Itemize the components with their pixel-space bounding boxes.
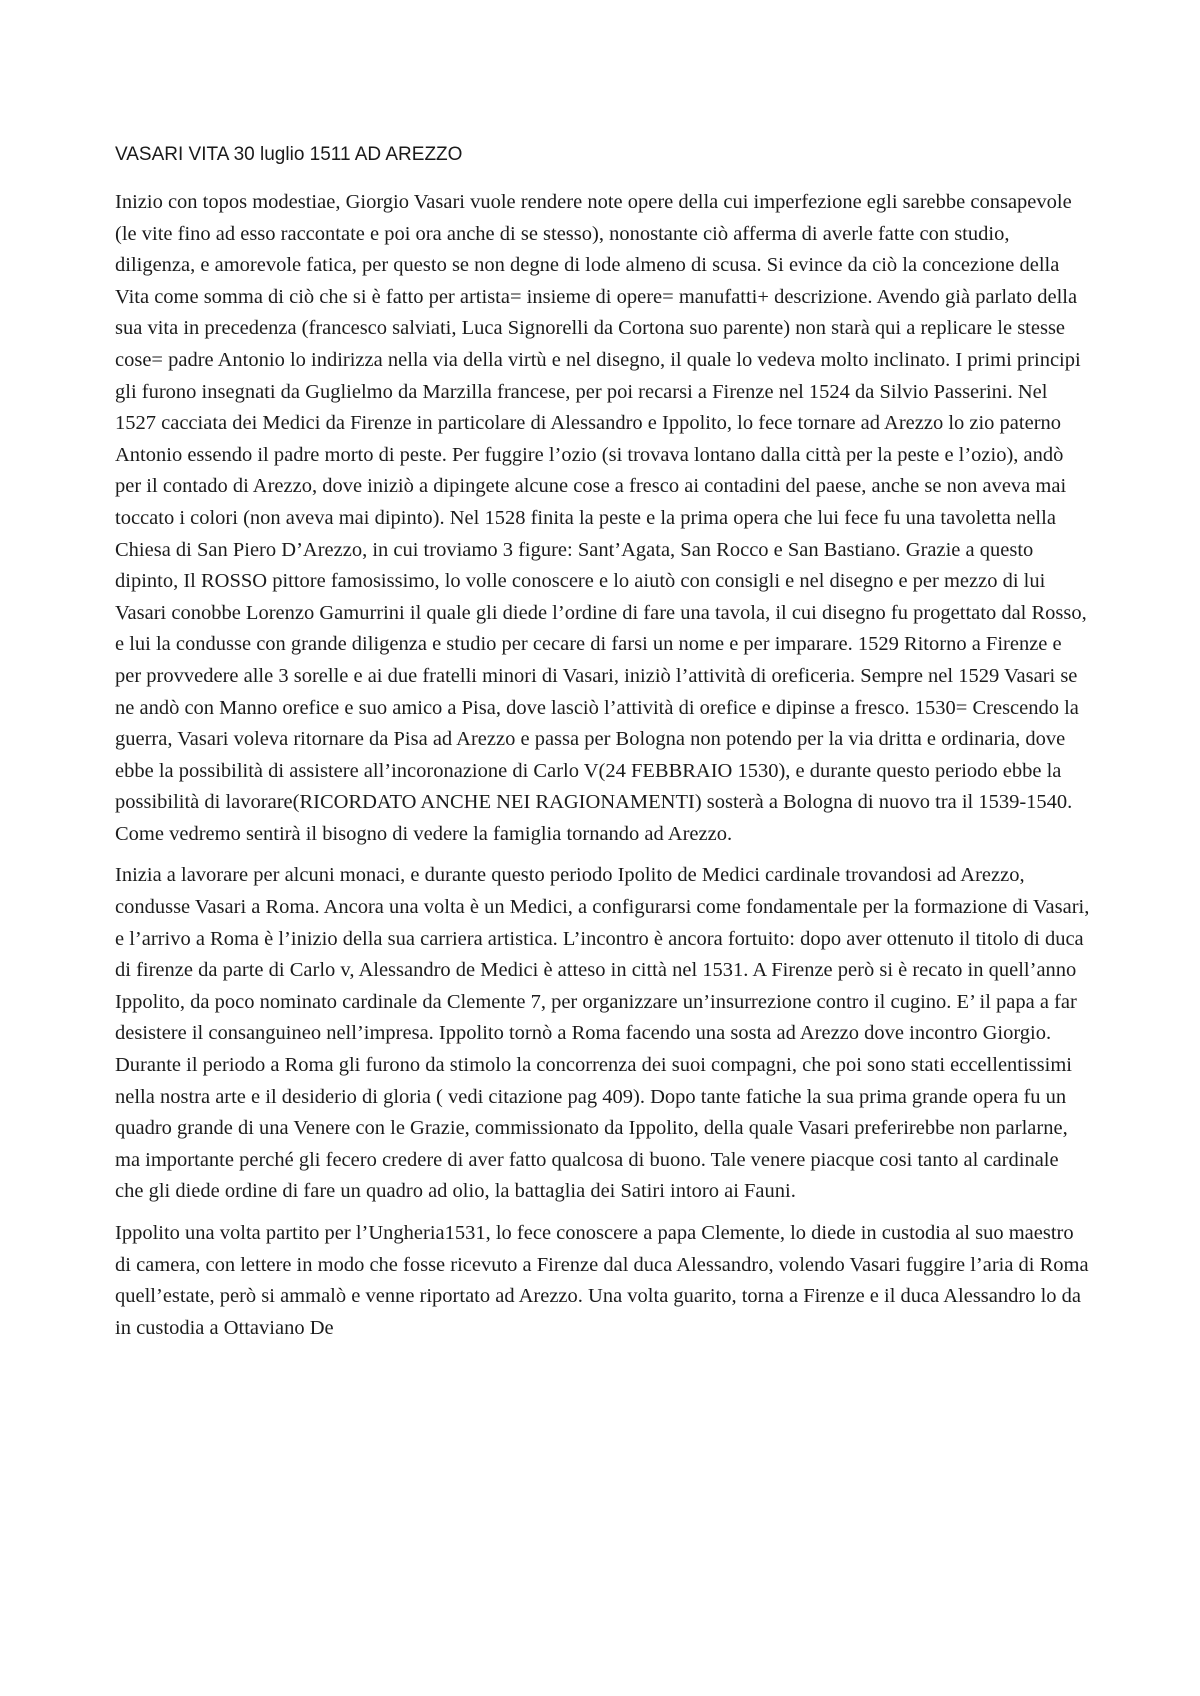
paragraph-2: Inizia a lavorare per alcuni monaci, e durante questo periodo Ipolito de Medici cardinale trovandosi ad Arezzo, condusse Vasari a Roma. Ancora una volta è un Medici, a configurarsi come fondamentale per la formazione di Vasari, e l’arrivo a Roma è l’inizio della sua carriera artistica. L’incontro è ancora fortuito: dopo aver ottenuto il titolo di duca di firenze da parte di Carlo v, Alessandro de Medici è atteso in città nel 1531. A Firenze però si è recato in quell’anno Ippolito, da poco nominato cardinale da Clemente 7, per organizzare un’insurrezione contro il cugino. E’ il papa a far desistere il consanguineo nell’impresa. Ippolito tornò a Roma facendo una sosta ad Arezzo dove incontro Giorgio. Durante il periodo a Roma gli furono da stimolo la concorrenza dei suoi compagni, che poi sono stati eccellentissimi nella nostra arte e il desiderio di gloria ( vedi citazione pag 409). Dopo tante fatiche la sua prima grande opera fu un quadro grande di una Venere con le Grazie, commissionato da Ippolito, della quale Vasari preferirebbe non parlarne, ma importante perché gli fecero credere di aver fatto qualcosa di buono. Tale venere piacque cosi tanto al cardinale che gli diede ordine di fare un quadro ad olio, la battaglia dei Satiri intoro ai Fauni. [115,864,1090,1203]
document-title: VASARI VITA 30 luglio 1511 AD AREZZO [115,144,463,165]
paragraph-3: Ippolito una volta partito per l’Ungheria1531, lo fece conoscere a papa Clemente, lo diede in custodia al suo maestro di camera, con lettere in modo che fosse ricevuto a Firenze dal duca Alessandro, volendo Vasari fuggire l’aria di Roma quell’estate, però si ammalò e venne riportato ad Arezzo. Una volta guarito, torna a Firenze e il duca Alessandro lo da in custodia a Ottaviano De [115,1222,1089,1339]
document-page [115,143,1090,1354]
paragraph-1: Inizio con topos modestiae, Giorgio Vasari vuole rendere note opere della cui imperfezione egli sarebbe consapevole (le vite fino ad esso raccontate e poi ora anche di se stesso), nonostante ciò afferma di averle fatte con studio, diligenza, e amorevole fatica, per questo se non degne di lode almeno di scusa. Si evince da ciò la concezione della Vita come somma di ciò che si è fatto per artista= insieme di opere= manufatti+ descrizione. Avendo già parlato della sua vita in precedenza (francesco salviati, Luca Signorelli da Cortona suo parente) non starà qui a replicare le stesse cose= padre Antonio lo indirizza nella via della virtù e nel disegno, il quale lo vedeva molto inclinato. I primi principi gli furono insegnati da Guglielmo da Marzilla francese, per poi recarsi a Firenze nel 1524 da Silvio Passerini. Nel 1527 cacciata dei Medici da Firenze in particolare di Alessandro e Ippolito, lo fece tornare ad Arezzo lo zio paterno Antonio essendo il padre morto di peste. Per fuggire l’ozio (si trovava lontano dalla città per la peste e l’ozio), andò per il contado di Arezzo, dove iniziò a dipingete alcune cose a fresco ai contadini del paese, anche se non aveva mai toccato i colori (non aveva mai dipinto). Nel 1528 finita la peste e la prima opera che lui fece fu una tavoletta nella Chiesa di San Piero D’Arezzo, in cui troviamo 3 figure: Sant’Agata, San Rocco e San Bastiano. Grazie a questo dipinto, Il ROSSO pittore famosissimo, lo volle conoscere e lo aiutò con consigli e nel disegno e per mezzo di lui Vasari conobbe Lorenzo Gamurrini il quale gli diede l’ordine di fare una tavola, il cui disegno fu progettato dal Rosso, e lui la condusse con grande diligenza e studio per cecare di farsi un nome e per imparare. 1529 Ritorno a Firenze e per provvedere alle 3 sorelle e ai due fratelli minori di Vasari, iniziò l’attività di oreficeria. Sempre nel 1529 Vasari se ne andò con Manno orefice e suo amico a Pisa, dove lasciò l’attività di orefice e dipinse a fresco. 1530= Crescendo la guerra, Vasari voleva ritornare da Pisa ad Arezzo e passa per Bologna non potendo per la via dritta e ordinaria, dove ebbe la possibilità di assistere all’incoronazione di Carlo V(24 FEBBRAIO 1530), e durante questo periodo ebbe la possibilità di lavorare(RICORDATO ANCHE NEI RAGIONAMENTI) sosterà a Bologna di nuovo tra il 1539-1540. Come vedremo sentirà il bisogno di vedere la famiglia tornando ad Arezzo. [115,191,1087,845]
